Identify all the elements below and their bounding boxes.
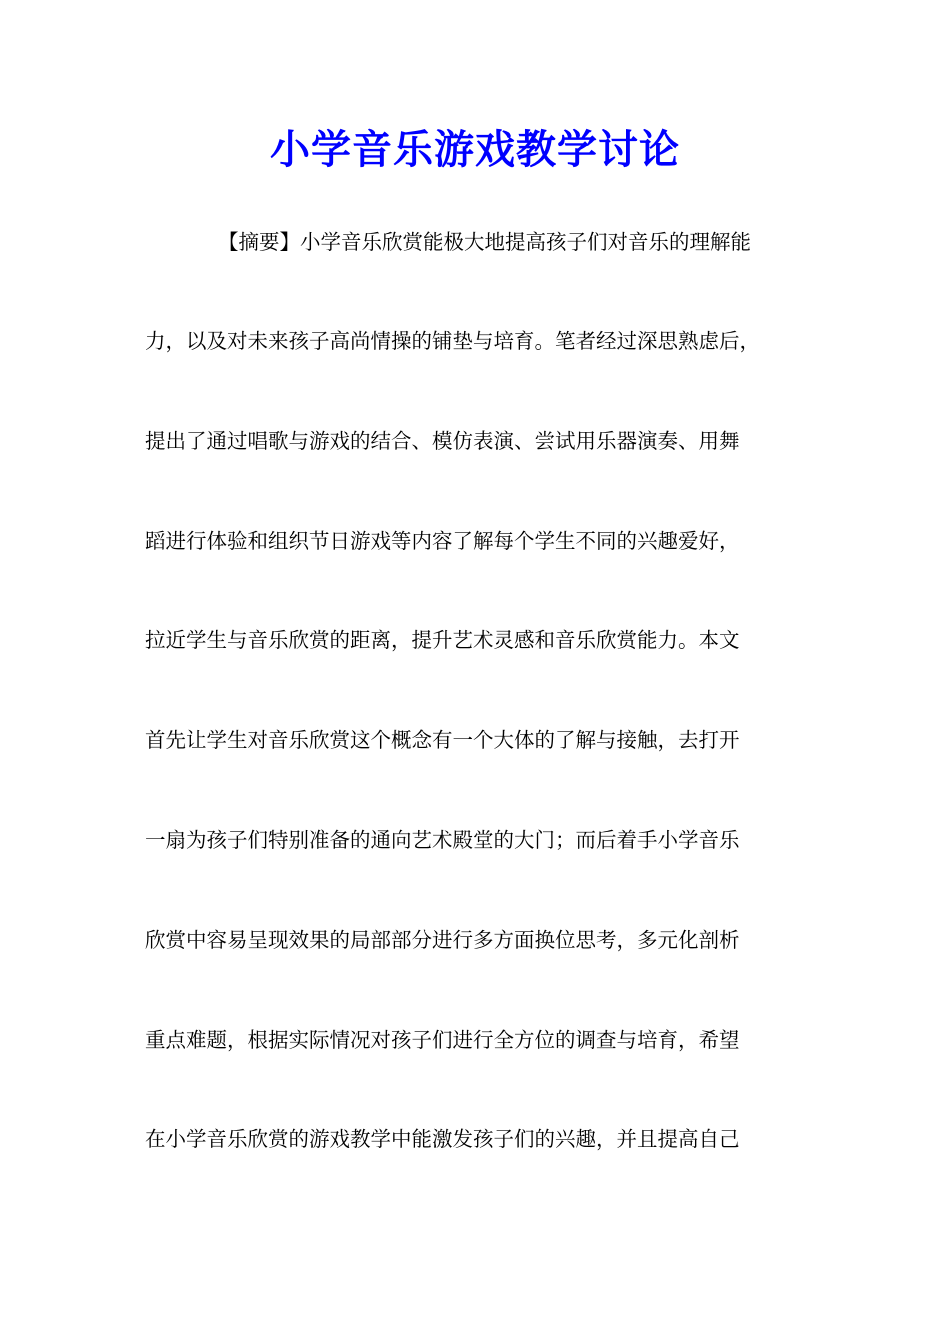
paragraph-line: 蹈进行体验和组织节日游戏等内容了解每个学生不同的兴趣爱好， [145, 529, 740, 553]
document-title: 小学音乐游戏教学讨论 [270, 126, 680, 173]
paragraph-line: 欣赏中容易呈现效果的局部部分进行多方面换位思考，多元化剖析 [145, 928, 740, 952]
paragraph-line: 提出了通过唱歌与游戏的结合、模仿表演、尝试用乐器演奏、用舞 [145, 429, 740, 453]
paragraph-line: 在小学音乐欣赏的游戏教学中能激发孩子们的兴趣，并且提高自己 [145, 1127, 740, 1151]
paragraph-line: 首先让学生对音乐欣赏这个概念有一个大体的了解与接触，去打开 [145, 728, 740, 752]
paragraph-line: 【摘要】小学音乐欣赏能极大地提高孩子们对音乐的理解能 [218, 230, 751, 254]
paragraph-line: 重点难题，根据实际情况对孩子们进行全方位的调查与培育，希望 [145, 1028, 740, 1052]
paragraph-line: 力，以及对未来孩子高尚情操的铺垫与培育。笔者经过深思熟虑后， [145, 329, 760, 353]
paragraph-line: 一扇为孩子们特别准备的通向艺术殿堂的大门；而后着手小学音乐 [145, 828, 740, 852]
paragraph-line: 拉近学生与音乐欣赏的距离，提升艺术灵感和音乐欣赏能力。本文 [145, 628, 740, 652]
